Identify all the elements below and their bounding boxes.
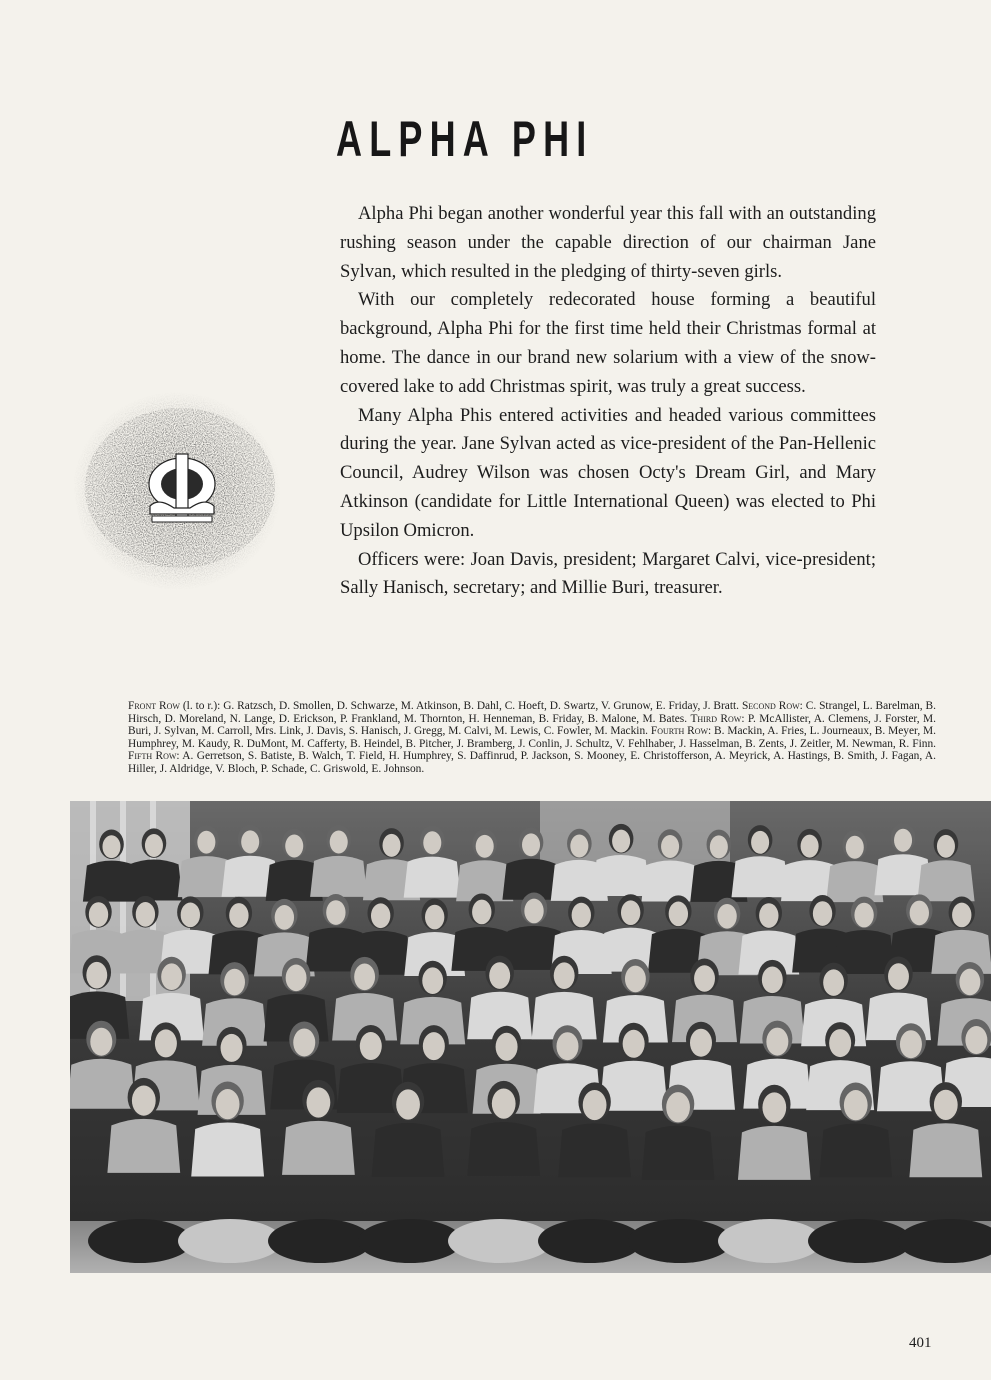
paragraph: With our completely redecorated house forming a beautiful background, Alpha Phi for the first time held their Christmas formal at home. The dance in our brand new solarium with a view of the snow-covered lake to add Christmas spirit, was truly a great success. <box>340 289 876 397</box>
group-photo-image <box>70 801 991 1273</box>
caption-row-names: : P. McAllister, A. Clemens, J. Forster, M. Buri, J. Sylvan, M. Carroll, Mrs. Link, J. Davis, S. Hanisch, J. Gregg, M. Calvi, M. Lewis, C. Fowler, M. Mackin. <box>128 712 936 738</box>
page-title: ALPHA PHI <box>336 111 594 167</box>
page-number: 401 <box>909 1335 932 1351</box>
caption-row-names: : B. Mackin, A. Fries, L. Journeaux, B. Meyer, M. Humphrey, M. Kaudy, R. DuMont, M. Cafferty, B. Heindel, B. Pitcher, J. Bramberg, J. Conlin, J. Schultz, V. Fehlhaber, J. Hasselman, B. Zents, J. Zeitler, M. Newman, R. Finn. <box>128 725 937 750</box>
group-photo <box>70 801 991 1273</box>
caption-row-names: : C. Strangel, L. Barelman, B. Hirsch, D. Moreland, N. Lange, D. Erickson, P. Frankland, M. Thornton, H. Henneman, B. Friday, B. Malone, M. Bates. <box>128 700 936 725</box>
article-body <box>340 200 876 603</box>
caption-row-label: Front Row <box>128 700 180 712</box>
paragraph: Many Alpha Phis entered activities and headed various committees during the year. Jane Sylvan acted as vice-president of the Pan-Hellenic Council, Audrey Wilson was chosen Octy's Dream Girl, and Mary Atkinson (candidate for Little International Queen) was elected to Phi Upsilon Omicron. <box>340 404 876 541</box>
caption-row-label: Third Row <box>690 712 742 725</box>
caption-row-label: Fourth Row <box>650 725 709 738</box>
caption-row-label: Second Row <box>741 700 800 712</box>
caption-row-names: (l. to r.): G. Ratzsch, D. Smollen, D. Schwarze, M. Atkinson, B. Dahl, C. Hoeft, D. Swartz, V. Grunow, E. Friday, J. Bratt. <box>179 700 742 712</box>
photo-caption <box>128 700 936 776</box>
alpha-phi-crest-icon <box>70 380 290 595</box>
paragraph: Alpha Phi began another wonderful year this fall with an outstanding rushing season under the capable direction of our chairman Jane Sylvan, which resulted in the pledging of thirty-seven girls. <box>340 203 876 282</box>
paragraph: Officers were: Joan Davis, president; Margaret Calvi, vice-president; Sally Hanisch, secretary; and Millie Buri, treasurer. <box>340 548 876 599</box>
caption-row-label: Fifth Row <box>128 750 177 763</box>
caption-row-names: : A. Gerretson, S. Batiste, B. Walch, T. Field, H. Humphrey, S. Daffinrud, P. Jackson, S. Mooney, E. Christofferson, A. Meyrick, A. Hastings, B. Smith, J. Fagan, A. Hiller, J. Aldridge, V. Bloch, P. Schade, C. Griswold, E. Johnson. <box>128 750 937 775</box>
